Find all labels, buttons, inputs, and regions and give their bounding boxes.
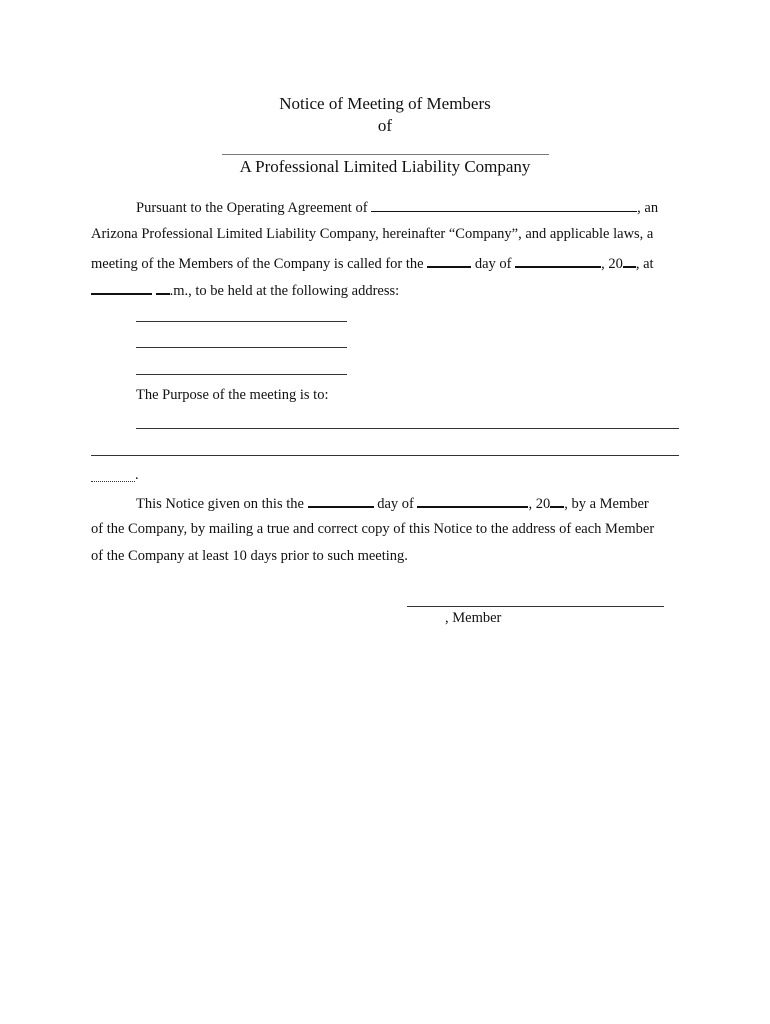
address-line-3[interactable] bbox=[136, 374, 347, 375]
notice-day-blank[interactable] bbox=[308, 493, 374, 508]
para2-line2: of the Company, by mailing a true and correct copy of this Notice to the address of each Member bbox=[91, 521, 655, 537]
para1-line4 bbox=[91, 280, 399, 300]
meeting-day-blank[interactable] bbox=[427, 253, 471, 268]
para1-line3 bbox=[91, 253, 654, 273]
para2-line1-end: , by a Member bbox=[564, 496, 649, 512]
meeting-year-blank[interactable] bbox=[623, 253, 636, 268]
purpose-end-period: . bbox=[135, 467, 139, 483]
meeting-month-blank[interactable] bbox=[515, 253, 601, 268]
para1-line3-dayof: day of bbox=[471, 256, 516, 272]
para1-line3-year: , 20 bbox=[601, 256, 623, 272]
company-type-heading: A Professional Limited Liability Company bbox=[239, 157, 531, 176]
purpose-line-1[interactable] bbox=[136, 428, 679, 429]
company-name-blank[interactable] bbox=[222, 154, 549, 155]
address-line-2[interactable] bbox=[136, 347, 347, 348]
purpose-label: The Purpose of the meeting is to: bbox=[136, 387, 329, 403]
para1-line1 bbox=[136, 198, 658, 217]
notice-month-blank[interactable] bbox=[417, 493, 528, 508]
purpose-line-2[interactable] bbox=[91, 455, 679, 456]
operating-agreement-blank[interactable] bbox=[371, 198, 637, 212]
purpose-line-3[interactable] bbox=[91, 481, 135, 482]
address-line-1[interactable] bbox=[136, 321, 347, 322]
para2-line1-year: , 20 bbox=[528, 496, 551, 512]
meeting-time-blank[interactable] bbox=[91, 280, 152, 295]
para1-line3-text: meeting of the Members of the Company is called for the bbox=[91, 256, 428, 272]
para2-line1-text: This Notice given on this the bbox=[136, 496, 308, 512]
para1-line1-text: Pursuant to the Operating Agreement of bbox=[136, 200, 372, 216]
title-of: of bbox=[377, 116, 393, 135]
para1-line3-at: , at bbox=[635, 256, 654, 272]
para2-line1-dayof: day of bbox=[373, 496, 418, 512]
para2-line1 bbox=[136, 493, 649, 513]
document-title: Notice of Meeting of Members bbox=[279, 94, 491, 113]
signature-member-label: , Member bbox=[445, 610, 502, 626]
para2-line3: of the Company at least 10 days prior to such meeting. bbox=[91, 548, 408, 564]
para1-line1-end: , an bbox=[637, 200, 659, 216]
para1-line4-text: .m., to be held at the following address: bbox=[169, 283, 400, 299]
para1-line2: Arizona Professional Limited Liability Company, hereinafter “Company”, and applicable laws, a bbox=[91, 226, 654, 242]
signature-line[interactable] bbox=[407, 606, 664, 607]
notice-year-blank[interactable] bbox=[550, 493, 564, 508]
meeting-ampm-blank[interactable] bbox=[156, 280, 170, 295]
